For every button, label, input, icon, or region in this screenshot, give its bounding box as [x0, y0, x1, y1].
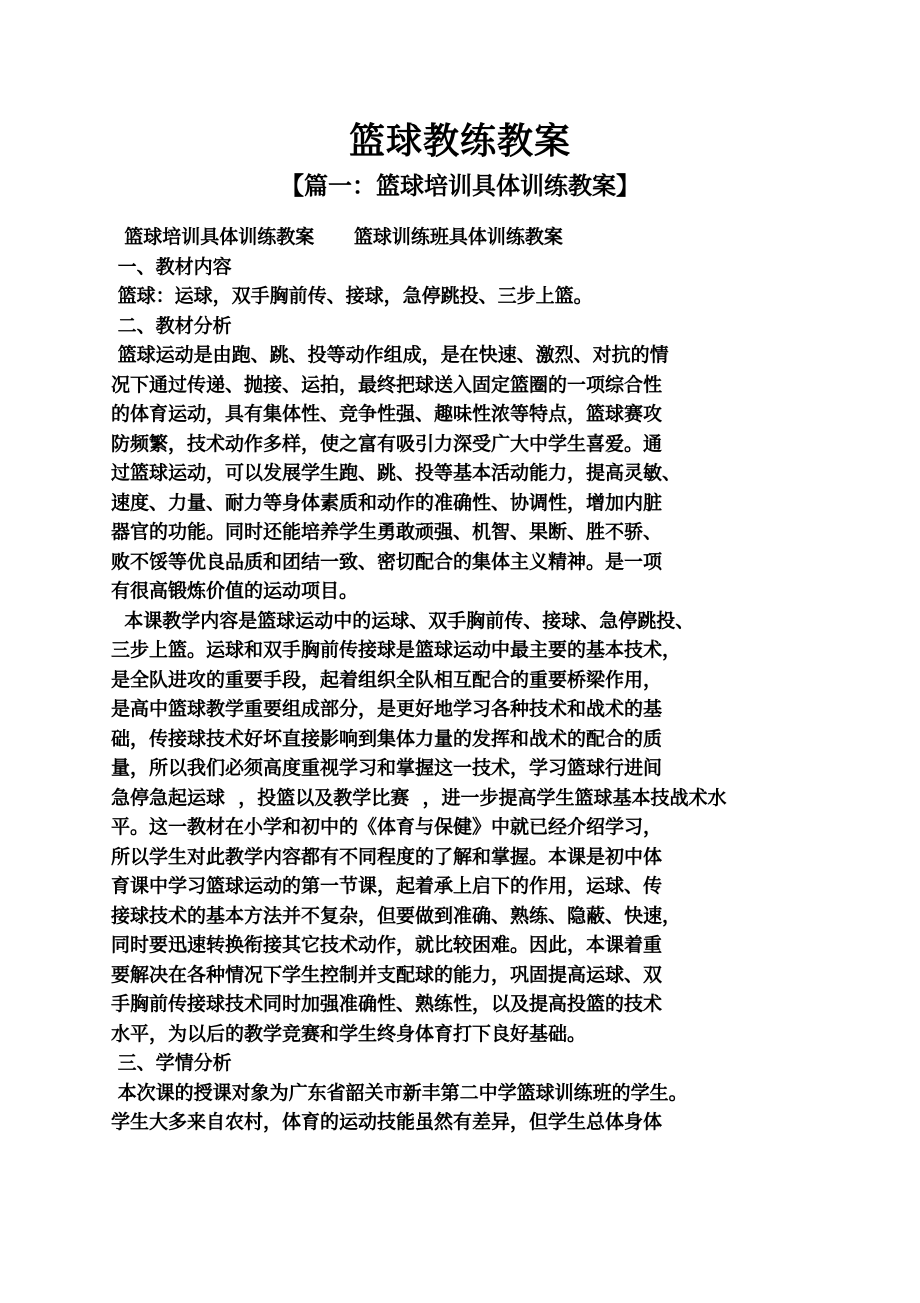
- body-line: 是高中篮球教学重要组成部分，是更好地学习各种技术和战术的基: [111, 698, 663, 720]
- document-subtitle: 【篇一：篮球培训具体训练教案】: [280, 172, 640, 200]
- body-line: 育课中学习篮球运动的第一节课，起着承上启下的作用，运球、传: [111, 875, 663, 897]
- body-line: 器官的功能。同时还能培养学生勇敢顽强、机智、果断、胜不骄、: [111, 521, 663, 543]
- body-line: 败不馁等优良品质和团结一致、密切配合的集体主义精神。是一项: [111, 550, 663, 573]
- body-line: 同时要迅速转换衔接其它技术动作，就比较困难。因此，本课着重: [111, 934, 663, 956]
- body-line: 手胸前传接球技术同时加强准确性、熟练性，以及提高投篮的技术: [111, 993, 663, 1015]
- body-line: 是全队进攻的重要手段，起着组织全队相互配合的重要桥梁作用，: [111, 668, 663, 691]
- body-line: 的体育运动，具有集体性、竞争性强、趣味性浓等特点，篮球赛攻: [111, 403, 663, 425]
- body-line: 二、教材分析: [111, 314, 232, 337]
- body-line: 篮球：运球，双手胸前传、接球，急停跳投、三步上篮。: [111, 285, 593, 307]
- document-title: 篮球教练教案: [348, 121, 571, 162]
- body-line: 平。这一教材在小学和初中的《体育与保健》中就已经介绍学习，: [111, 816, 663, 838]
- body-line: 础，传接球技术好坏直接影响到集体力量的发挥和战术的配合的质: [111, 727, 663, 750]
- body-line: 要解决在各种情况下学生控制并支配球的能力，巩固提高运球、双: [111, 963, 663, 986]
- body-line: 急停急起运球 ，投篮以及教学比赛 ，进一步提高学生篮球基本技战术水: [111, 786, 727, 809]
- body-line: 况下通过传递、抛接、运拍，最终把球送入固定篮圈的一项综合性: [111, 373, 663, 396]
- document-body: [111, 223, 811, 1138]
- body-line: 本次课的授课对象为广东省韶关市新丰第二中学篮球训练班的学生。: [111, 1081, 688, 1104]
- body-line: 防频繁，技术动作多样，使之富有吸引力深受广大中学生喜爱。通: [111, 432, 663, 455]
- body-line: 三步上篮。运球和双手胸前传接球是篮球运动中最主要的基本技术，: [111, 639, 682, 661]
- body-line: 有很高锻炼价值的运动项目。: [111, 580, 359, 602]
- body-line: 篮球培训具体训练教案 篮球训练班具体训练教案: [111, 226, 563, 248]
- body-line: 过篮球运动，可以发展学生跑、跳、投等基本活动能力，提高灵敏、: [111, 462, 682, 484]
- body-line: 水平，为以后的教学竞赛和学生终身体育打下良好基础。: [111, 1022, 587, 1045]
- body-line: 学生大多来自农村，体育的运动技能虽然有差异，但学生总体身体: [111, 1111, 663, 1133]
- body-line: 量，所以我们必须高度重视学习和掌握这一技术，学习篮球行进间: [111, 757, 663, 779]
- body-line: 接球技术的基本方法并不复杂，但要做到准确、熟练、隐蔽、快速，: [111, 904, 682, 927]
- body-line: 本课教学内容是篮球运动中的运球、双手胸前传、接球、急停跳投、: [111, 609, 695, 632]
- body-line: 篮球运动是由跑、跳、投等动作组成，是在快速、激烈、对抗的情: [111, 344, 669, 366]
- body-line: 一、教材内容: [111, 255, 232, 278]
- body-line: 速度、力量、耐力等身体素质和动作的准确性、协调性，增加内脏: [111, 491, 663, 514]
- body-line: 所以学生对此教学内容都有不同程度的了解和掌握。本课是初中体: [111, 845, 663, 868]
- body-line: 三、学情分析: [111, 1052, 232, 1074]
